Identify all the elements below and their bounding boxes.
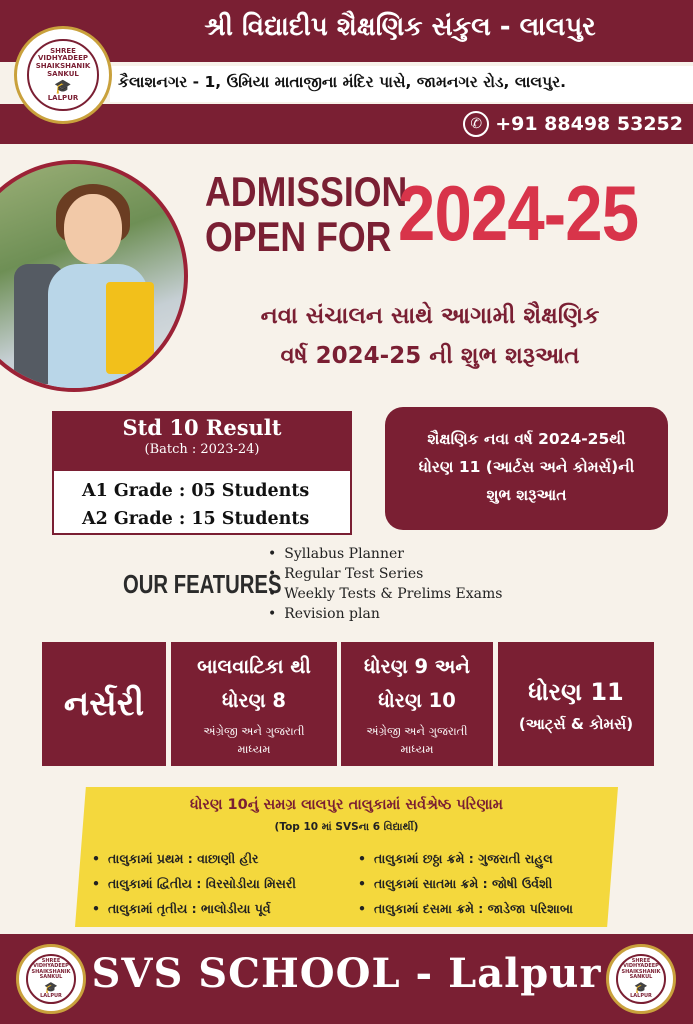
tagline-line-1: નવા સંચાલન સાથે આગામી શૈક્ષણિક: [260, 303, 600, 329]
topper-item: • તાલુકામાં તૃતીય : ભાલોડીયા પૂર્વ: [92, 896, 296, 921]
footer-logo-right: [606, 944, 676, 1014]
toppers-title: ધોરણ 10નું સમગ્ર લાલપુર તાલુકામાં સર્વશ્રેષ્ઠ પરિણામ: [190, 797, 503, 813]
admission-line-2: OPEN FOR: [205, 213, 392, 260]
toppers-right-list: [358, 846, 573, 921]
logo-text-bottom: LALPUR: [40, 992, 62, 999]
phone-icon: ✆: [463, 111, 489, 137]
result-box: [52, 411, 352, 535]
new-year-line: શૈક્ષણિક નવા વર્ષ 2024-25થી: [427, 430, 626, 448]
result-batch: (Batch : 2023-24): [144, 442, 260, 457]
result-header: [54, 413, 350, 471]
topper-item: • તાલુકામાં છઠ્ઠા ક્રમે : ગુજરાતી રાહુલ: [358, 846, 573, 871]
topper-item: • તાલુકામાં દ્વિતીય : વિરસોડીયા મિસરી: [92, 871, 296, 896]
admission-line-1: ADMISSION: [205, 168, 408, 215]
logo-text-top: SHREE VIDHYADEEP SHAIKSHANIK SANKUL: [35, 46, 91, 78]
std9-sub-1: અંગ્રેજી અને ગુજરાતી: [366, 724, 468, 738]
new-year-announcement: [385, 407, 668, 530]
result-title: Std 10 Result: [122, 415, 282, 440]
logo-text-bottom: LALPUR: [47, 93, 79, 102]
toppers-subtitle: (Top 10 માં SVSના 6 વિદ્યાર્થી): [274, 821, 419, 833]
school-title: શ્રી વિદ્યાદીપ શૈક્ષણિક સંકુલ - લાલપુર: [204, 12, 596, 42]
school-address: કૈલાશનગર - 1, ઉમિયા માતાજીના મંદિર પાસે, જામનગર રોડ, લાલપુર.: [118, 73, 567, 91]
feature-item: • Regular Test Series: [268, 564, 502, 584]
card-std-9-10: [341, 642, 493, 766]
logo-text-top: SHREE VIDHYADEEP SHAIKSHANIK SANKUL: [621, 957, 661, 981]
topper-item: • તાલુકામાં પ્રથમ : વાછાણી હીર: [92, 846, 296, 871]
new-year-line: શુભ શરૂઆત: [486, 486, 567, 504]
card-std-11: [498, 642, 654, 766]
footer-logo-left: [16, 944, 86, 1014]
graduation-cap-icon: 🎓: [54, 78, 72, 95]
std9-head-1: ધોરણ 9 અને: [364, 655, 470, 678]
graduation-cap-icon: 🎓: [44, 980, 58, 994]
card-nursery: [42, 642, 166, 766]
topper-item: • તાલુકામાં સાતમા ક્રમે : જોષી ઉર્વશી: [358, 871, 573, 896]
toppers-left-list: [92, 846, 296, 921]
std11-sub: (આર્ટ્સ & કોમર્સ): [518, 715, 634, 733]
features-label: OUR FEATURES: [123, 569, 282, 599]
result-line-a2: A2 Grade : 15 Students: [82, 509, 310, 529]
std9-head-2: ધોરણ 10: [378, 689, 456, 712]
topper-item: • તાલુકામાં દસમા ક્રમે : જાડેજા પરિશાબા: [358, 896, 573, 921]
tagline-line-2: વર્ષ 2024-25 ની શુભ શરૂઆત: [280, 343, 580, 369]
logo-text-bottom: LALPUR: [630, 992, 652, 999]
feature-item: • Weekly Tests & Prelims Exams: [268, 584, 502, 604]
phone-contact[interactable]: [463, 111, 683, 137]
student-photo: [0, 160, 188, 392]
std9-sub-2: માધ્યમ: [400, 742, 434, 756]
std11-head: ધોરણ 11: [528, 678, 624, 706]
logo-text-top: SHREE VIDHYADEEP SHAIKSHANIK SANKUL: [31, 957, 71, 981]
footer-title: SVS SCHOOL - Lalpur: [91, 950, 602, 997]
feature-item: • Syllabus Planner: [268, 544, 502, 564]
bal-head-1: બાલવાટિકા થી: [197, 655, 311, 678]
bal-sub-2: માધ્યમ: [237, 742, 271, 756]
features-list: [268, 544, 502, 624]
card-balvatika: [171, 642, 337, 766]
school-logo: [14, 26, 112, 124]
phone-number: +91 88498 53252: [495, 113, 683, 135]
admission-year: 2024-25: [398, 169, 639, 257]
feature-item: • Revision plan: [268, 604, 502, 624]
bal-sub-1: અંગ્રેજી અને ગુજરાતી: [203, 724, 305, 738]
bal-head-2: ધોરણ 8: [221, 689, 287, 712]
nursery-label: નર્સરી: [63, 684, 145, 724]
new-year-line: ધોરણ 11 (આર્ટસ અને કોમર્સ)ની: [418, 458, 635, 476]
result-line-a1: A1 Grade : 05 Students: [82, 481, 310, 501]
graduation-cap-icon: 🎓: [634, 980, 648, 994]
